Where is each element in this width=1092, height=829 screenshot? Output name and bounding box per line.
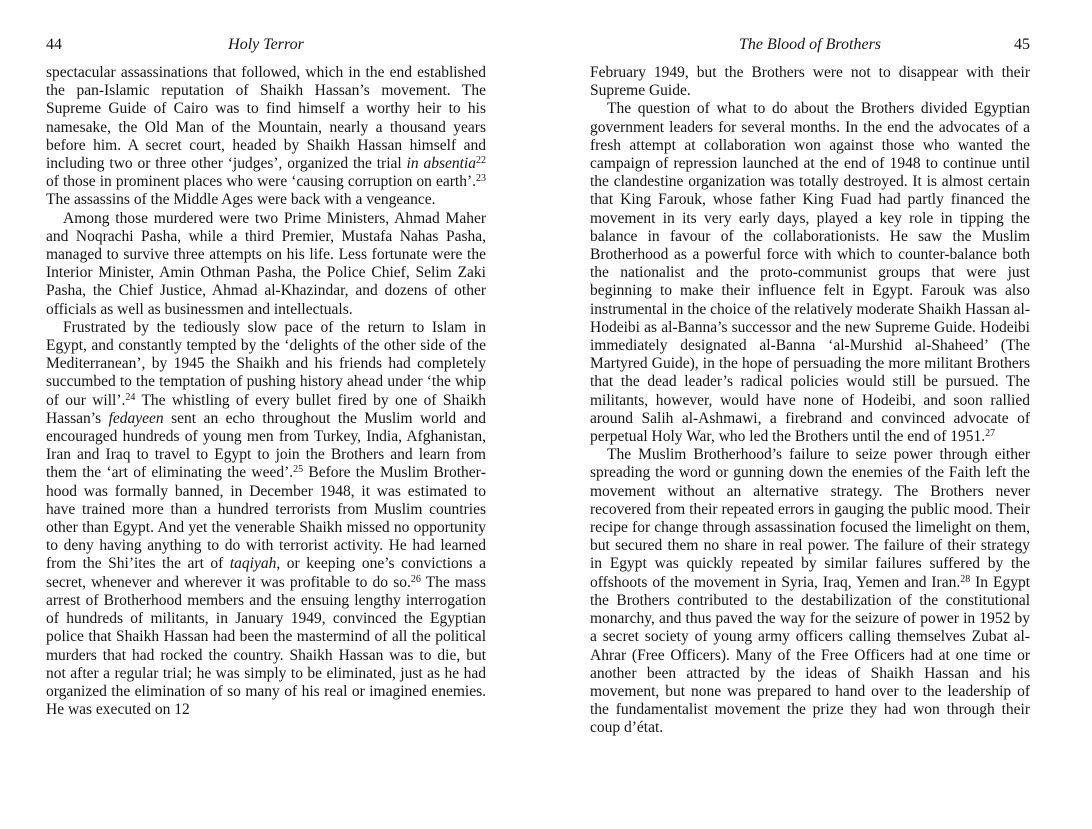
left-page-body	[46, 64, 486, 719]
footnote-ref: 28	[960, 573, 971, 585]
text-run: The assassins of the Middle Ages were back with a vengeance.	[46, 191, 436, 209]
footnote-ref: 27	[985, 428, 996, 440]
text-run: spectacular assassinations that followed, which in the end established the pan-Islamic reputation of Shaikh Hassan’s movement. The Supreme Guide of Cairo was to find himself a worthy heir to his namesake, the Old Man of the Mountain, nearly a thousand years before him. A secret court, headed by Shaikh Hassan himself and including two or three other ‘judges’, organized the trial	[46, 64, 486, 173]
text-run: The mass arrest of Brotherhood members and the ensuing lengthy interrogation of hundreds of militants, in January 1949, convinced the Egyptian police that Shaikh Hassan had been the mastermind of all the political murders that had rocked the country. Shaikh Hassan was to die, but not after a regular trial; he was simply to be eliminated, just as he had organized the elimination of so many of his real or imagined enemies. He was executed on 12	[46, 573, 486, 719]
footnote-ref: 24	[125, 391, 136, 403]
paragraph	[46, 210, 486, 319]
text-run: February 1949, but the Brothers were not to disappear with their Supreme Guide.	[590, 64, 1030, 100]
footnote-ref: 23	[476, 173, 486, 185]
text-run: In Egypt the Brothers contributed to the destabilization of the constitutional monarchy, and thus paved the way for the seizure of power in 1952 by a secret society of young army officers calling themselves Zubat al-Ahrar (Free Officers). Many of the Free Officers had at one time or another been attracted by the ideas of Shaikh Hassan and his movement, but none was prepared to hand over to the leadership of the fundamentalist movement the prize they had won through their coup d’état.	[590, 573, 1030, 737]
italic-text: taqiyah	[229, 555, 277, 573]
text-run: sent an echo throughout the Muslim world and encouraged hundreds of young men from Turkey, India, Afghanistan, Iran and Iraq to travel to Egypt to join the Brothers and learn from them the ‘art of eliminating the weed’.	[46, 409, 486, 482]
page-number: 44	[46, 36, 62, 53]
right-page	[546, 0, 1092, 829]
paragraph	[590, 100, 1030, 446]
footnote-ref: 26	[410, 573, 421, 585]
paragraph	[46, 64, 486, 210]
paragraph	[46, 319, 486, 719]
text-run: Among those murdered were two Prime Ministers, Ahmad Maher and Noqrachi Pasha, while a third Premier, Mustafa Nahas Pasha, managed to survive three attempts on his life. Less fortunate were the Interior Minister, Amin Othman Pasha, the Police Chief, Selim Zaki Pasha, the Chief Justice, Ahmad al-Khazindar, and dozens of other officials as well as businessmen and intellectuals.	[46, 209, 486, 318]
paragraph	[590, 64, 1030, 100]
right-page-body	[590, 64, 1030, 738]
text-run: Before the Muslim Brotherhood was formally banned, in December 1948, it was estimated to have trained more than a hundred terrorists from Muslim countries other than Egypt. And yet the venerable Shaikh missed no opportunity to deny having anything to do with terrorist activity. He had learned from the Shi’ites the art of	[46, 464, 486, 573]
text-run: The whistling of every bullet fired by one of Shaikh Hassan’s	[46, 391, 486, 427]
italic-text: fedayeen	[108, 409, 164, 427]
italic-text: in absentia	[406, 155, 476, 173]
text-run: , or keeping one’s convictions a secret, whenever and wherever it was profitable to do so.	[46, 555, 486, 591]
text-run: The question of what to do about the Brothers divided Egyptian government leaders for several months. In the end the advocates of a fresh attempt at collaboration won against those who wanted the campaign of repression launched at the end of 1948 to continue until the clandestine organization was totally destroyed. It is almost certain that King Farouk, whose father King Fuad had partly financed the movement in its very early days, played a key role in tipping the balance in favour of the collaborationists. He saw the Muslim Brotherhood as a powerful force with which to counter-balance both the nationalist and the proto-communist groups that were just beginning to make their influence felt in Egypt. Farouk was also instrumental in the choice of the relatively moderate Shaikh Hassan al-Hodeibi as al-Banna’s successor and the new Supreme Guide. Hodeibi immediately designated al-Banna ‘al-Murshid al-Shaheed’ (The Martyred Guide), in the hope of persuading the more militant Brothers that the dead leader’s radical policies would still be pursued. The militants, however, would have none of Hodeibi, and soon rallied around Salih al-Ashmawi, a firebrand and convinced advocate of perpetual Holy War, who led the Brothers until the end of 1951.	[590, 100, 1030, 446]
left-page-header	[46, 34, 486, 56]
footnote-ref: 22	[475, 155, 486, 167]
paragraph	[590, 446, 1030, 737]
right-page-header	[590, 34, 1030, 56]
footnote-ref: 25	[293, 464, 304, 476]
running-title: Holy Terror	[228, 36, 304, 53]
text-run: of those in prominent places who were ‘causing corruption on earth’.	[46, 173, 476, 191]
running-title: The Blood of Brothers	[738, 36, 882, 53]
text-run: The Muslim Brotherhood’s failure to seize power through either spreading the word or gunning down the enemies of the Faith left the movement without an alternative strategy. The Brothers never recovered from their repeated errors in gauging the public mood. Their recipe for change through assassination focused the limelight on them, but secured them no share in real power. The failure of their strategy in Egypt was quickly repeated by similar failures suffered by the offshoots of the movement in Syria, Iraq, Yemen and Iran.	[590, 446, 1030, 591]
page-number: 45	[1014, 36, 1030, 53]
text-run: Frustrated by the tediously slow pace of the return to Islam in Egypt, and constantly tempted by the ‘delights of the other side of the Mediterranean’, by 1945 the Shaikh and his friends had completely succumbed to the temptation of pushing history ahead under ‘the whip of our will’.	[46, 318, 486, 409]
